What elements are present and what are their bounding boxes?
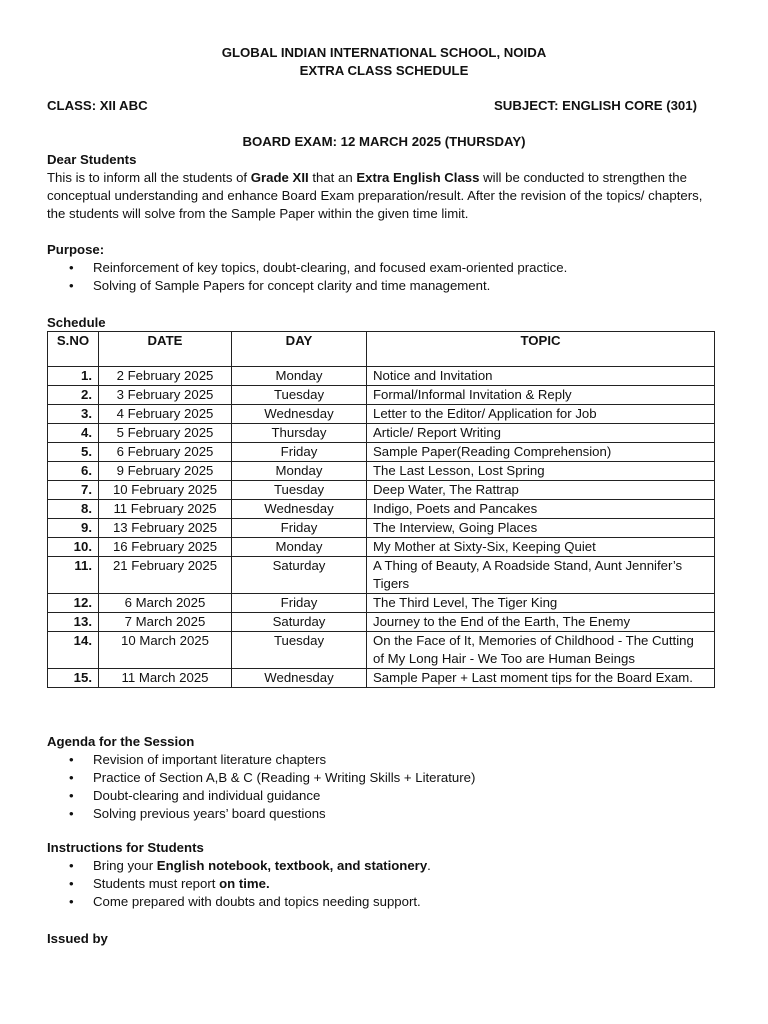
cell-topic: On the Face of It, Memories of Childhood - The Cutting of My Long Hair - We Too are Human Beings (367, 632, 715, 669)
cell-sno: 14. (48, 632, 99, 669)
cell-sno: 10. (48, 538, 99, 557)
cell-topic: The Third Level, The Tiger King (367, 594, 715, 613)
instruction-emphasis: English notebook, textbook, and stationery (156, 858, 428, 873)
cell-day: Tuesday (232, 632, 367, 669)
schedule-heading: Schedule (47, 315, 106, 330)
issued-by: Issued by (47, 931, 108, 946)
cell-date: 13 February 2025 (99, 519, 232, 538)
cell-topic: Article/ Report Writing (367, 424, 715, 443)
intro-paragraph (47, 169, 717, 223)
table-row (48, 613, 715, 632)
list-item (47, 857, 727, 875)
schedule-table (47, 331, 715, 688)
cell-sno: 15. (48, 669, 99, 688)
cell-sno: 11. (48, 557, 99, 594)
cell-date: 3 February 2025 (99, 386, 232, 405)
column-header-date: DATE (99, 332, 232, 367)
cell-date: 10 February 2025 (99, 481, 232, 500)
cell-topic: Sample Paper(Reading Comprehension) (367, 443, 715, 462)
cell-day: Wednesday (232, 669, 367, 688)
table-row (48, 405, 715, 424)
cell-topic: My Mother at Sixty-Six, Keeping Quiet (367, 538, 715, 557)
table-row (48, 632, 715, 669)
cell-day: Monday (232, 462, 367, 481)
cell-sno: 2. (48, 386, 99, 405)
cell-date: 16 February 2025 (99, 538, 232, 557)
instruction-text: Students must report (93, 876, 220, 891)
board-exam-date: BOARD EXAM: 12 MARCH 2025 (THURSDAY) (242, 134, 526, 149)
intro-text-2: that an (308, 170, 357, 185)
column-header-topic: TOPIC (367, 332, 715, 367)
cell-sno: 9. (48, 519, 99, 538)
purpose-list (47, 259, 727, 295)
cell-day: Monday (232, 538, 367, 557)
instruction-text: Bring your (93, 858, 157, 873)
table-row (48, 538, 715, 557)
cell-sno: 7. (48, 481, 99, 500)
cell-date: 7 March 2025 (99, 613, 232, 632)
cell-date: 21 February 2025 (99, 557, 232, 594)
class-label: CLASS: XII ABC (47, 98, 148, 113)
cell-day: Friday (232, 519, 367, 538)
table-row (48, 424, 715, 443)
list-item (47, 875, 727, 893)
cell-sno: 3. (48, 405, 99, 424)
cell-sno: 1. (48, 367, 99, 386)
table-row (48, 594, 715, 613)
purpose-heading: Purpose: (47, 242, 105, 257)
cell-day: Tuesday (232, 481, 367, 500)
cell-day: Saturday (232, 613, 367, 632)
subject-label: SUBJECT: ENGLISH CORE (301) (494, 98, 697, 113)
cell-day: Friday (232, 594, 367, 613)
cell-day: Thursday (232, 424, 367, 443)
table-row (48, 367, 715, 386)
intro-text-3: will be conducted to strengthen the conceptual understanding and enhance Board Exam preparation/result. After the revision of the topics/ chapters, the students will solve from the Sample Paper within the given time limit. (47, 170, 703, 221)
cell-date: 11 March 2025 (99, 669, 232, 688)
cell-day: Friday (232, 443, 367, 462)
table-row (48, 386, 715, 405)
cell-sno: 5. (48, 443, 99, 462)
column-header-day: DAY (232, 332, 367, 367)
cell-date: 5 February 2025 (99, 424, 232, 443)
table-row (48, 519, 715, 538)
instruction-text: . (427, 858, 431, 873)
class-subject-line (47, 97, 697, 115)
instruction-emphasis: on time. (219, 876, 270, 891)
intro-text-1: This is to inform all the students of (47, 170, 251, 185)
table-row (48, 557, 715, 594)
table-header-row (48, 332, 715, 367)
table-row (48, 443, 715, 462)
cell-sno: 12. (48, 594, 99, 613)
cell-topic: A Thing of Beauty, A Roadside Stand, Aunt Jennifer’s Tigers (367, 557, 715, 594)
schedule-rows (48, 367, 715, 688)
intro-class-name: Extra English Class (356, 170, 480, 185)
cell-topic: Formal/Informal Invitation & Reply (367, 386, 715, 405)
list-item: • Practice of Section A,B & C (Reading + Writing Skills + Literature) (47, 769, 727, 787)
salutation: Dear Students (47, 152, 137, 167)
column-header-sno: S.NO (48, 332, 99, 367)
list-item: • Doubt-clearing and individual guidance (47, 787, 727, 805)
cell-sno: 4. (48, 424, 99, 443)
cell-sno: 8. (48, 500, 99, 519)
intro-grade: Grade XII (250, 170, 309, 185)
table-row (48, 462, 715, 481)
cell-date: 11 February 2025 (99, 500, 232, 519)
list-item: • Solving previous years’ board questions (47, 805, 727, 823)
cell-topic: Journey to the End of the Earth, The Enemy (367, 613, 715, 632)
cell-date: 4 February 2025 (99, 405, 232, 424)
cell-topic: The Interview, Going Places (367, 519, 715, 538)
list-item: • Revision of important literature chapters (47, 751, 727, 769)
cell-date: 2 February 2025 (99, 367, 232, 386)
cell-topic: Letter to the Editor/ Application for Job (367, 405, 715, 424)
cell-day: Wednesday (232, 500, 367, 519)
table-row (48, 669, 715, 688)
cell-date: 6 February 2025 (99, 443, 232, 462)
cell-day: Monday (232, 367, 367, 386)
cell-topic: Notice and Invitation (367, 367, 715, 386)
cell-topic: Sample Paper + Last moment tips for the Board Exam. (367, 669, 715, 688)
cell-topic: The Last Lesson, Lost Spring (367, 462, 715, 481)
instructions-heading: Instructions for Students (47, 840, 204, 855)
cell-day: Saturday (232, 557, 367, 594)
school-name: GLOBAL INDIAN INTERNATIONAL SCHOOL, NOIDA (221, 45, 547, 60)
table-row (48, 500, 715, 519)
list-item: • Solving of Sample Papers for concept clarity and time management. (47, 277, 727, 295)
cell-sno: 6. (48, 462, 99, 481)
cell-topic: Deep Water, The Rattrap (367, 481, 715, 500)
cell-date: 9 February 2025 (99, 462, 232, 481)
agenda-list (47, 751, 727, 823)
list-item: • Reinforcement of key topics, doubt-clearing, and focused exam-oriented practice. (47, 259, 727, 277)
agenda-heading: Agenda for the Session (47, 734, 195, 749)
cell-sno: 13. (48, 613, 99, 632)
document-title: EXTRA CLASS SCHEDULE (299, 63, 469, 78)
cell-day: Tuesday (232, 386, 367, 405)
list-item: • Come prepared with doubts and topics needing support. (47, 893, 727, 911)
cell-date: 6 March 2025 (99, 594, 232, 613)
table-row (48, 481, 715, 500)
cell-date: 10 March 2025 (99, 632, 232, 669)
instructions-list (47, 857, 727, 911)
cell-day: Wednesday (232, 405, 367, 424)
cell-topic: Indigo, Poets and Pancakes (367, 500, 715, 519)
